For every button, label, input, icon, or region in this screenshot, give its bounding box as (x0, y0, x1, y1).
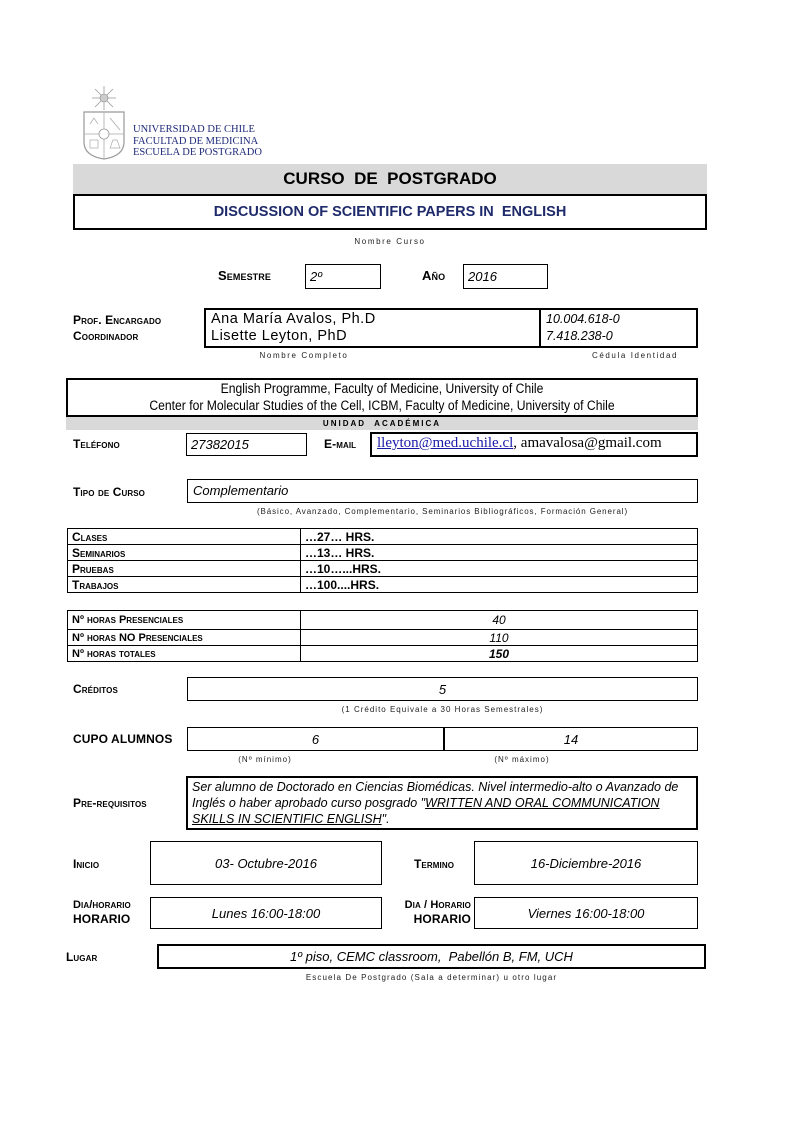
coordinator-label: Coordinador (73, 329, 139, 343)
location-label: Lugar (66, 950, 98, 964)
professor-id-1: 10.004.618-0 (546, 312, 620, 326)
course-name-box (73, 194, 707, 230)
table-row (68, 545, 698, 561)
year-field[interactable] (463, 264, 548, 289)
professor-name-1: Ana María Avalos, Ph.D (211, 311, 376, 327)
hours-label: Trabajos (68, 577, 301, 593)
totals-value: 110 (301, 630, 698, 646)
email-link[interactable]: lleyton@med.uchile.cl (377, 435, 514, 451)
semester-value: 2º (310, 269, 322, 284)
hours-value: …13… HRS. (301, 545, 698, 561)
prerequisites-end: ". (381, 812, 390, 826)
hours-label: Seminarios (68, 545, 301, 561)
capacity-min[interactable]: 6 (311, 731, 320, 747)
year-value: 2016 (468, 269, 497, 284)
table-row (68, 646, 698, 662)
hours-value: …100....HRS. (301, 577, 698, 593)
academic-unit-caption-band (66, 417, 698, 430)
id-divider (539, 310, 541, 346)
totals-label: Nº horas totales (68, 646, 301, 662)
email-field[interactable] (370, 432, 698, 457)
schedule-label-2b: HORARIO (413, 912, 471, 926)
capacity-box (187, 727, 698, 751)
start-date-field[interactable] (150, 841, 382, 885)
email-label: E-mail (324, 437, 357, 451)
schedule-field-1[interactable] (150, 897, 382, 929)
start-label: Inicio (73, 857, 100, 871)
professor-in-charge-label: Prof. Encargado (73, 313, 162, 327)
table-row (68, 577, 698, 593)
credits-field[interactable] (187, 677, 698, 701)
course-type-label: Tipo de Curso (73, 485, 145, 499)
full-name-caption: Nombre Completo (259, 351, 349, 360)
totals-value: 40 (301, 611, 698, 630)
end-date-value: 16-Diciembre-2016 (530, 855, 642, 871)
hours-table (67, 528, 698, 593)
institution-name (133, 124, 262, 159)
table-row (68, 561, 698, 577)
totals-label: Nº horas Presenciales (68, 611, 301, 630)
capacity-max[interactable]: 14 (563, 731, 579, 747)
year-label (422, 268, 445, 283)
capacity-max-caption: (Nº máximo) (494, 755, 550, 764)
table-row (68, 611, 698, 630)
id-caption: Cédula Identidad (591, 351, 679, 360)
schedule-field-2[interactable] (474, 897, 698, 929)
academic-unit-caption: UNIDAD ACADÉMICA (322, 419, 442, 428)
phone-value: 27382015 (191, 437, 249, 452)
semester-field[interactable] (305, 264, 381, 289)
academic-unit-box (66, 378, 698, 417)
school-name: ESCUELA DE POSTGRADO (133, 147, 262, 158)
course-name: DISCUSSION OF SCIENTIFIC PAPERS IN ENGLISH (213, 204, 567, 220)
schedule-value-2: Viernes 16:00-18:00 (527, 905, 645, 921)
location-value: 1º piso, CEMC classroom, Pabellón B, FM, UCH (290, 949, 573, 964)
end-date-field[interactable] (474, 841, 698, 885)
end-label: Termino (414, 857, 455, 871)
university-crest-icon (80, 84, 128, 160)
email-secondary: , amavalosa@gmail.com (513, 435, 662, 451)
table-row (68, 529, 698, 545)
start-date-value: 03- Octubre-2016 (215, 855, 317, 871)
professors-box (204, 308, 698, 348)
course-type-field[interactable] (187, 479, 698, 503)
semester-label (218, 268, 271, 283)
professor-name-2: Lisette Leyton, PhD (211, 328, 348, 344)
academic-unit-line-2: Center for Molecular Studies of the Cell, ICBM, Faculty of Medicine, University of Chile (149, 398, 615, 413)
schedule-label-1a: Dia/horario (73, 899, 131, 911)
hours-label: Clases (68, 529, 301, 545)
totals-value: 150 (301, 646, 698, 662)
academic-unit-line-1: English Programme, Faculty of Medicine, University of Chile (220, 381, 544, 396)
location-caption: Escuela De Postgrado (Sala a determinar) u otro lugar (305, 973, 558, 982)
hours-value: …27… HRS. (301, 529, 698, 545)
professor-id-2: 7.418.238-0 (546, 329, 613, 343)
schedule-label-2a: Dia / Horario (404, 899, 471, 911)
phone-label: Teléfono (73, 437, 120, 451)
credits-caption: (1 Crédito Equivale a 30 Horas Semestrales) (341, 705, 544, 714)
year-label-text: Año (422, 268, 446, 283)
prerequisites-course-title: WRITTEN AND ORAL COMMUNICATION SKILLS IN SCIENTIFIC ENGLISH (192, 796, 660, 826)
hours-label: Pruebas (68, 561, 301, 577)
schedule-label-2 (385, 898, 471, 926)
course-name-caption: Nombre Curso (354, 237, 426, 246)
schedule-value-1: Lunes 16:00-18:00 (211, 905, 321, 921)
prerequisites-text: Ser alumno de Doctorado en Ciencias Biomédicas. Nivel intermedio-alto o Avanzado de Inglés o haber aprobado curso posgrado " (192, 780, 679, 810)
credits-label: Créditos (73, 682, 118, 696)
university-logo (80, 84, 128, 160)
location-field[interactable] (157, 944, 706, 969)
prerequisites-label: Pre-requisitos (73, 796, 147, 810)
university-name: UNIVERSIDAD DE CHILE (133, 124, 255, 135)
hours-value: …10…...HRS. (301, 561, 698, 577)
capacity-min-caption: (Nº mínimo) (238, 755, 292, 764)
form-title: CURSO DE POSTGRADO (283, 169, 497, 188)
schedule-label-1 (73, 898, 131, 926)
hour-totals-table (67, 610, 698, 662)
prerequisites-field[interactable] (186, 776, 698, 830)
course-type-value: Complementario (193, 483, 289, 498)
semester-label-text: Semestre (218, 268, 271, 283)
capacity-label: CUPO ALUMNOS (73, 732, 173, 746)
totals-label: Nº horas NO Presenciales (68, 630, 301, 646)
form-title-band (73, 164, 707, 194)
phone-field[interactable] (186, 433, 307, 456)
schedule-label-1b: HORARIO (73, 912, 131, 926)
course-type-caption: (Básico, Avanzado, Complementario, Seminarios Bibliográficos, Formación General) (256, 507, 629, 516)
faculty-name: FACULTAD DE MEDICINA (133, 135, 259, 147)
credits-value: 5 (438, 681, 447, 697)
table-row (68, 630, 698, 646)
